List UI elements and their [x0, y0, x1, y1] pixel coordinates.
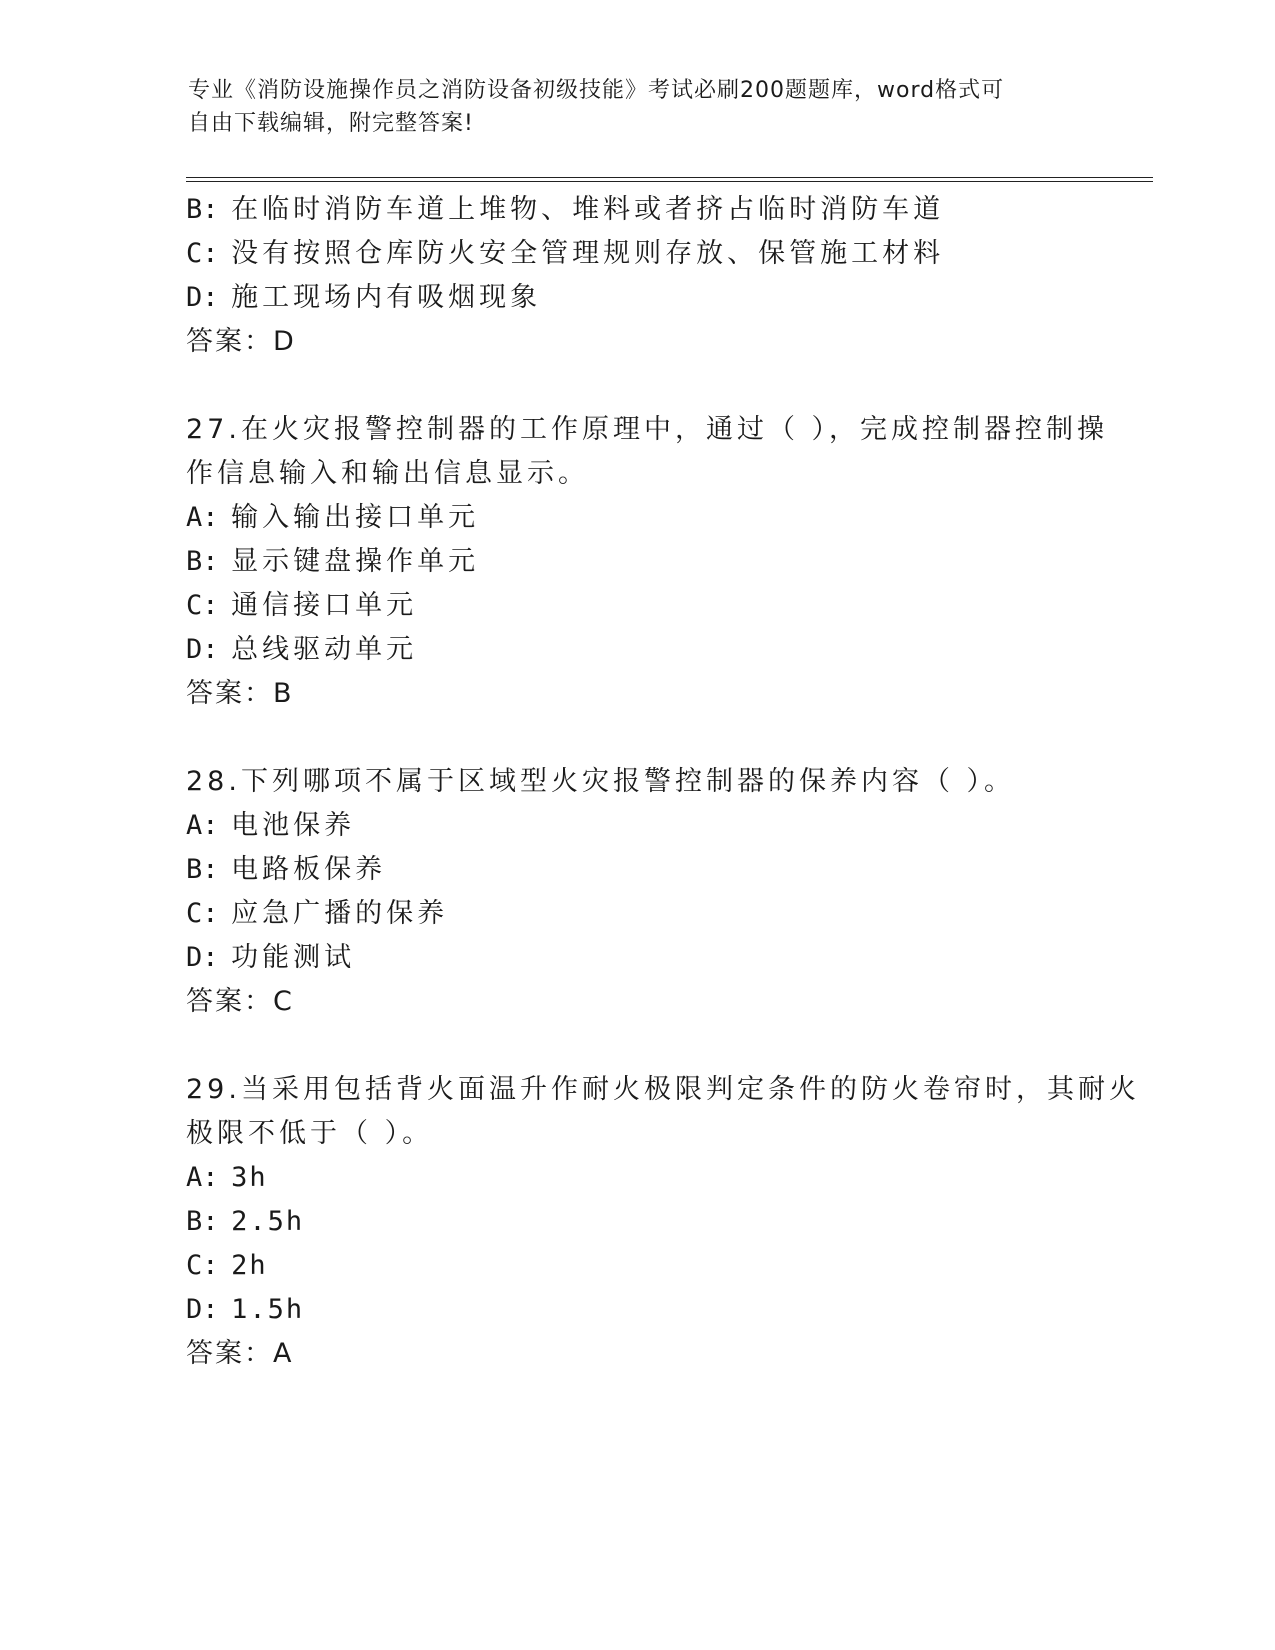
option-text: 通信接口单元: [231, 590, 418, 621]
option-label: D:: [186, 1294, 219, 1325]
option-label: C:: [186, 590, 219, 621]
q26-answer: 答案：D: [186, 326, 296, 357]
q29-stem-line-2: 极限不低于（ ）。: [186, 1118, 434, 1149]
option-text: 应急广播的保养: [231, 898, 449, 929]
option-label: A:: [186, 502, 219, 533]
option-label: A:: [186, 810, 219, 841]
option-label: C:: [186, 238, 219, 269]
q29-option-c: [186, 1248, 268, 1284]
q28-answer: 答案：C: [186, 986, 294, 1017]
option-label: B:: [186, 854, 219, 885]
option-text: 1.5h: [231, 1294, 305, 1325]
q29-stem-line-1: 29.当采用包括背火面温升作耐火极限判定条件的防火卷帘时，其耐火: [186, 1074, 1140, 1105]
option-label: D:: [186, 942, 219, 973]
q28-option-d: [186, 940, 355, 976]
option-text: 2h: [231, 1250, 268, 1281]
q27-stem-line-2: 作信息输入和输出信息显示。: [186, 458, 589, 489]
q27-answer: 答案：B: [186, 678, 294, 709]
q27-option-c: [186, 588, 417, 624]
q28-option-c: [186, 896, 448, 932]
q29-option-b: [186, 1204, 304, 1240]
option-text: 没有按照仓库防火安全管理规则存放、保管施工材料: [231, 238, 945, 269]
q29-option-a: [186, 1160, 268, 1196]
option-text: 2.5h: [231, 1206, 305, 1237]
option-text: 施工现场内有吸烟现象: [231, 282, 542, 313]
option-text: 功能测试: [231, 942, 356, 973]
option-text: 总线驱动单元: [231, 634, 418, 665]
q28-stem-line-1: 28.下列哪项不属于区域型火灾报警控制器的保养内容（ ）。: [186, 766, 1016, 797]
option-text: 输入输出接口单元: [231, 502, 480, 533]
q26-option-c: [186, 236, 944, 272]
option-label: B:: [186, 1206, 219, 1237]
option-label: D:: [186, 282, 219, 313]
q27-stem-line-1: 27.在火灾报警控制器的工作原理中，通过（ ），完成控制器控制操: [186, 414, 1109, 445]
q27-option-a: [186, 500, 479, 536]
header-line-1: 专业《消防设施操作员之消防设备初级技能》考试必刷200题题库，word格式可: [188, 78, 1005, 103]
header-line-2: 自由下载编辑，附完整答案!: [188, 111, 474, 136]
q27-option-b: [186, 544, 479, 580]
option-label: D:: [186, 634, 219, 665]
option-label: C:: [186, 1250, 219, 1281]
option-text: 在临时消防车道上堆物、堆料或者挤占临时消防车道: [231, 194, 945, 225]
option-text: 显示键盘操作单元: [231, 546, 480, 577]
q29-option-d: [186, 1292, 304, 1328]
option-label: B:: [186, 546, 219, 577]
option-label: C:: [186, 898, 219, 929]
header-double-rule: [186, 177, 1153, 182]
option-text: 电池保养: [231, 810, 356, 841]
q26-option-b: [186, 192, 944, 228]
q27-option-d: [186, 632, 417, 668]
q28-option-b: [186, 852, 386, 888]
option-text: 3h: [231, 1162, 268, 1193]
q28-option-a: [186, 808, 355, 844]
q26-option-d: [186, 280, 541, 316]
q29-answer: 答案：A: [186, 1338, 294, 1369]
option-label: B:: [186, 194, 219, 225]
option-text: 电路板保养: [231, 854, 387, 885]
option-label: A:: [186, 1162, 219, 1193]
document-header: [188, 74, 1068, 140]
